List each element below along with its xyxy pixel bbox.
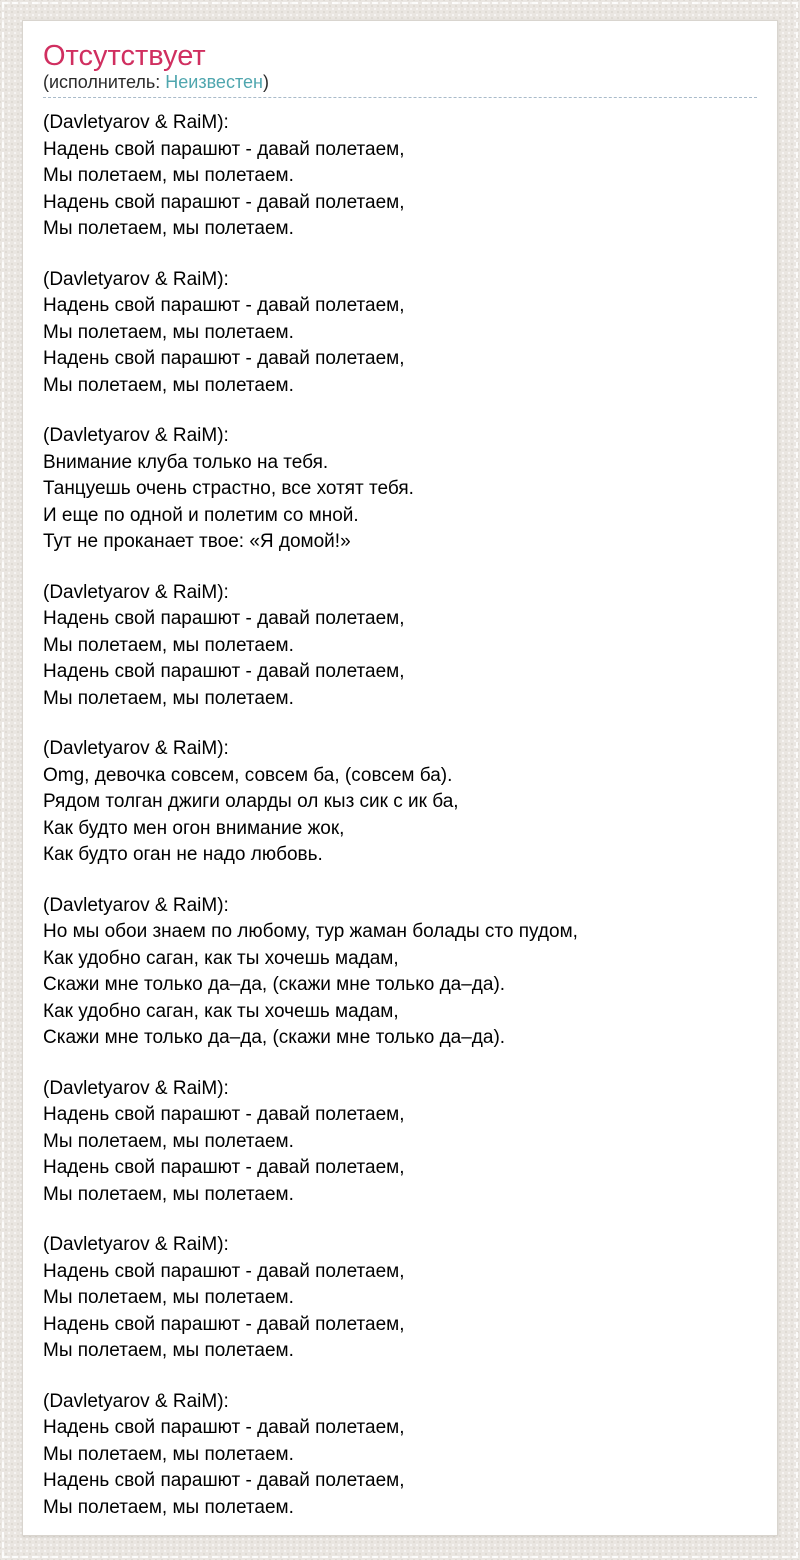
lyrics-line: Надень свой парашют - давай полетаем, [43,608,405,629]
lyrics-line: (Davletyarov & RaiM): [43,738,229,759]
artist-label: (исполнитель: [43,72,166,92]
lyrics-line: Скажи мне только да–да, (скажи мне только да–да). [43,1027,506,1048]
lyrics [43,110,757,1521]
lyrics-line: (Davletyarov & RaiM): [43,1390,229,1412]
verse [43,580,757,713]
verse [43,736,757,869]
lyrics-line: Мы полетаем, мы полетаем. [43,1340,294,1361]
lyrics-line: Надень свой парашют - давай полетаем, [43,1470,405,1491]
lyrics-line: Мы полетаем, мы полетаем. [43,634,294,656]
artist-suffix: ) [262,72,269,92]
verse [43,1389,757,1522]
lyrics-line: (Davletyarov & RaiM): [43,894,229,916]
lyrics-line: (Davletyarov & RaiM): [43,268,229,290]
verse [43,1232,757,1365]
lyrics-line: Мы полетаем, мы полетаем. [43,1496,294,1518]
lyrics-line: Надень свой парашют - давай полетаем, [43,1157,405,1178]
lyrics-line: Надень свой парашют - давай полетаем, [43,295,405,316]
lyrics-line: Внимание клуба только на тебя. [43,451,329,473]
lyrics-line: Рядом толган джиги оларды ол кыз сик с ик ба, [43,791,459,812]
lyrics-line: (Davletyarov & RaiM): [43,425,229,446]
lyrics-line: Надень свой парашют - давай полетаем, [43,348,405,369]
lyrics-line: Надень свой парашют - давай полетаем, [43,661,405,682]
lyrics-line: Как удобно саган, как ты хочешь мадам, [43,947,399,969]
lyrics-line: И еще по одной и полетим со мной. [43,504,359,526]
lyrics-line: Мы полетаем, мы полетаем. [43,1130,294,1152]
lyrics-line: Как будто мен огон внимание жок, [43,817,345,839]
lyrics-line: Мы полетаем, мы полетаем. [43,687,294,709]
lyrics-line: Надень свой парашют - давай полетаем, [43,1417,405,1438]
page-title: Отсутствует [43,40,206,72]
lyrics-line: Мы полетаем, мы полетаем. [43,374,294,396]
verse [43,893,757,1052]
lyrics-line: Как будто оган не надо любовь. [43,844,323,865]
lyrics-line: (Davletyarov & RaiM): [43,1077,229,1099]
lyrics-line: (Davletyarov & RaiM): [43,1234,229,1255]
lyrics-card [22,20,778,1536]
artist-link[interactable]: Неизвестен [165,72,263,92]
lyrics-line: Скажи мне только да–да, (скажи мне только да–да). [43,974,506,995]
lyrics-line: (Davletyarov & RaiM): [43,581,229,603]
lyrics-line: Тут не проканает твое: «Я домой!» [43,531,351,552]
lyrics-line: Надень свой парашют - давай полетаем, [43,1260,405,1282]
lyrics-line: Танцуешь очень страстно, все хотят тебя. [43,478,414,499]
lyrics-line: Omg, девочка совсем, совсем ба, (совсем ба). [43,764,453,786]
lyrics-line: Надень свой парашют - давай полетаем, [43,1104,405,1125]
lyrics-line: Мы полетаем, мы полетаем. [43,1287,294,1308]
lyrics-line: Мы полетаем, мы полетаем. [43,165,294,186]
artist-line [43,71,757,98]
lyrics-line: Но мы обои знаем по любому, тур жаман болады сто пудом, [43,921,578,942]
lyrics-line: Мы полетаем, мы полетаем. [43,1443,294,1465]
verse [43,1076,757,1209]
lyrics-line: Надень свой парашют - давай полетаем, [43,1313,405,1335]
verse [43,267,757,400]
verse [43,110,757,243]
lyrics-line: Надень свой парашют - давай полетаем, [43,138,405,160]
lyrics-line: Надень свой парашют - давай полетаем, [43,191,405,213]
lyrics-line: (Davletyarov & RaiM): [43,112,229,133]
lyrics-line: Как удобно саган, как ты хочешь мадам, [43,1000,399,1022]
lyrics-line: Мы полетаем, мы полетаем. [43,218,294,239]
lyrics-line: Мы полетаем, мы полетаем. [43,321,294,343]
lyrics-line: Мы полетаем, мы полетаем. [43,1183,294,1205]
verse [43,423,757,556]
